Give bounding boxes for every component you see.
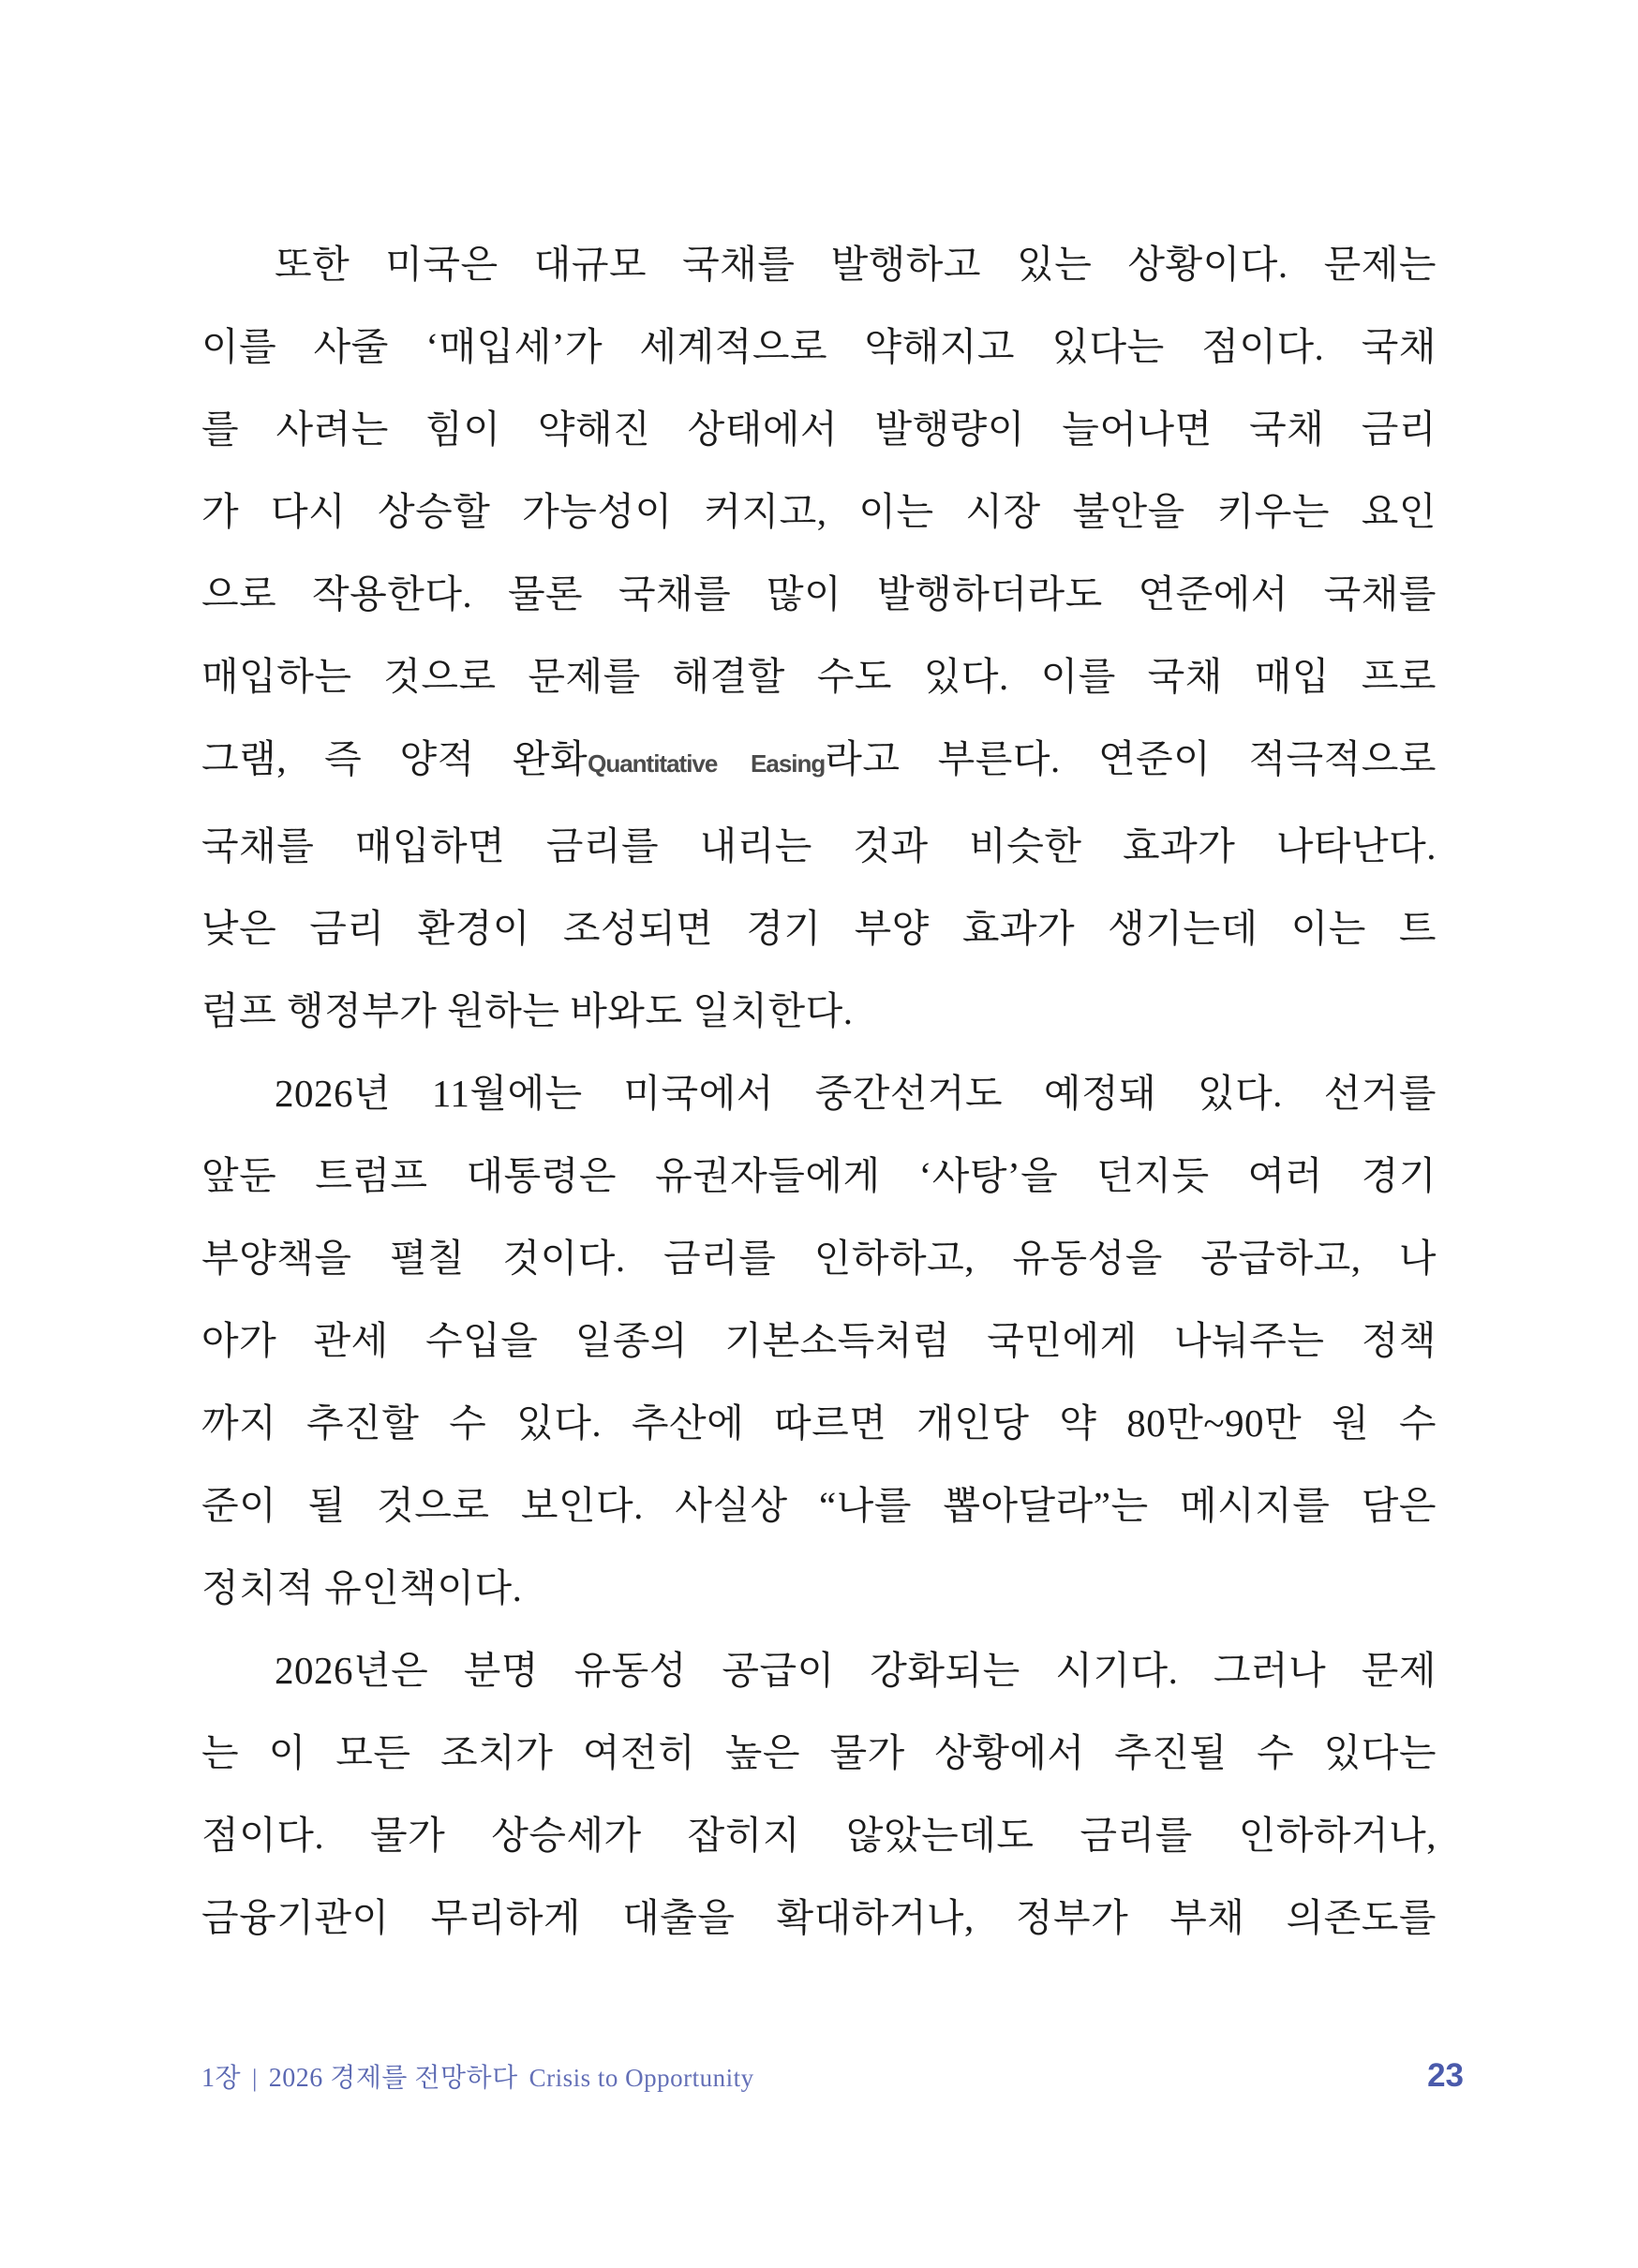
text-segment: 이를 사줄 ‘매입세’가 세계적으로 약해지고 있다는 점이다. 국채 bbox=[201, 325, 1437, 368]
text-line bbox=[201, 1382, 1437, 1464]
text-line bbox=[201, 1629, 1437, 1712]
text-segment: 를 사려는 힘이 약해진 상태에서 발행량이 늘어나면 국채 금리 bbox=[201, 408, 1437, 451]
footer-divider: | bbox=[252, 2065, 258, 2092]
text-segment: 앞둔 트럼프 대통령은 유권자들에게 ‘사탕’을 던지듯 여러 경기 bbox=[201, 1154, 1437, 1197]
page-footer bbox=[201, 2057, 1464, 2095]
text-segment: 아가 관세 수입을 일종의 기본소득처럼 국민에게 나눠주는 정책 bbox=[201, 1319, 1437, 1362]
text-segment: 금융기관이 무리하게 대출을 확대하거나, 정부가 부채 의존도를 bbox=[201, 1896, 1437, 1939]
text-segment: 까지 추진할 수 있다. 추산에 따르면 개인당 약 80만~90만 원 수 bbox=[201, 1401, 1437, 1445]
text-segment: 부양책을 펼칠 것이다. 금리를 인하하고, 유동성을 공급하고, 나 bbox=[201, 1237, 1437, 1280]
text-segment: 낮은 금리 환경이 조성되면 경기 부양 효과가 생기는데 이는 트 bbox=[201, 907, 1437, 950]
text-line bbox=[201, 1217, 1437, 1299]
footer-chapter-info bbox=[201, 2057, 754, 2095]
text-line bbox=[201, 1876, 1437, 1959]
text-segment: 으로 작용한다. 물론 국채를 많이 발행하더라도 연준에서 국채를 bbox=[201, 572, 1437, 615]
chapter-title: 2026 경제를 전망하다 bbox=[268, 2064, 518, 2093]
text-segment: 2026년은 분명 유동성 공급이 강화되는 시기다. 그러나 문제 bbox=[275, 1649, 1437, 1692]
text-line bbox=[201, 470, 1437, 553]
text-line bbox=[201, 1134, 1437, 1217]
text-line bbox=[201, 1052, 1437, 1134]
chapter-subtitle-en: Crisis to Opportunity bbox=[529, 2064, 754, 2092]
text-line bbox=[201, 887, 1437, 970]
text-line bbox=[201, 553, 1437, 635]
text-segment: 국채를 매입하면 금리를 내리는 것과 비슷한 효과가 나타난다. bbox=[201, 824, 1437, 867]
body-text bbox=[201, 223, 1437, 1959]
text-segment: 가 다시 상승할 가능성이 커지고, 이는 시장 불안을 키우는 요인 bbox=[201, 490, 1437, 533]
text-line bbox=[201, 805, 1437, 887]
text-segment: 준이 될 것으로 보인다. 사실상 “나를 뽑아달라”는 메시지를 담은 bbox=[201, 1484, 1437, 1527]
text-line bbox=[201, 388, 1437, 470]
text-segment: 점이다. 물가 상승세가 잡히지 않았는데도 금리를 인하하거나, bbox=[201, 1814, 1437, 1857]
text-segment: 매입하는 것으로 문제를 해결할 수도 있다. 이를 국채 매입 프로 bbox=[201, 655, 1437, 698]
paragraph bbox=[201, 1052, 1437, 1629]
text-line bbox=[201, 223, 1437, 305]
paragraph bbox=[201, 223, 1437, 1052]
annotation-quantitative-easing: Quantitative Easing bbox=[588, 749, 826, 778]
text-line bbox=[201, 1299, 1437, 1382]
chapter-label: 1장 bbox=[201, 2064, 242, 2093]
text-segment: 는 이 모든 조치가 여전히 높은 물가 상황에서 추진될 수 있다는 bbox=[201, 1731, 1437, 1774]
text-line bbox=[201, 1464, 1437, 1547]
text-segment: 또한 미국은 대규모 국채를 발행하고 있는 상황이다. 문제는 bbox=[275, 243, 1437, 286]
text-line bbox=[201, 970, 1437, 1052]
text-segment: 라고 부른다. 연준이 적극적으로 bbox=[825, 737, 1437, 780]
text-line bbox=[201, 1712, 1437, 1794]
page-number: 23 bbox=[1427, 2057, 1464, 2094]
text-line bbox=[201, 1794, 1437, 1876]
text-segment: 2026년 11월에는 미국에서 중간선거도 예정돼 있다. 선거를 bbox=[275, 1072, 1437, 1115]
text-line bbox=[201, 718, 1437, 805]
text-line bbox=[201, 1547, 1437, 1629]
text-line bbox=[201, 305, 1437, 388]
text-line bbox=[201, 635, 1437, 718]
paragraph bbox=[201, 1629, 1437, 1959]
text-segment: 정치적 유인책이다. bbox=[201, 1566, 523, 1609]
text-segment: 럼프 행정부가 원하는 바와도 일치한다. bbox=[201, 989, 854, 1032]
text-segment: 그램, 즉 양적 완화 bbox=[201, 737, 588, 780]
